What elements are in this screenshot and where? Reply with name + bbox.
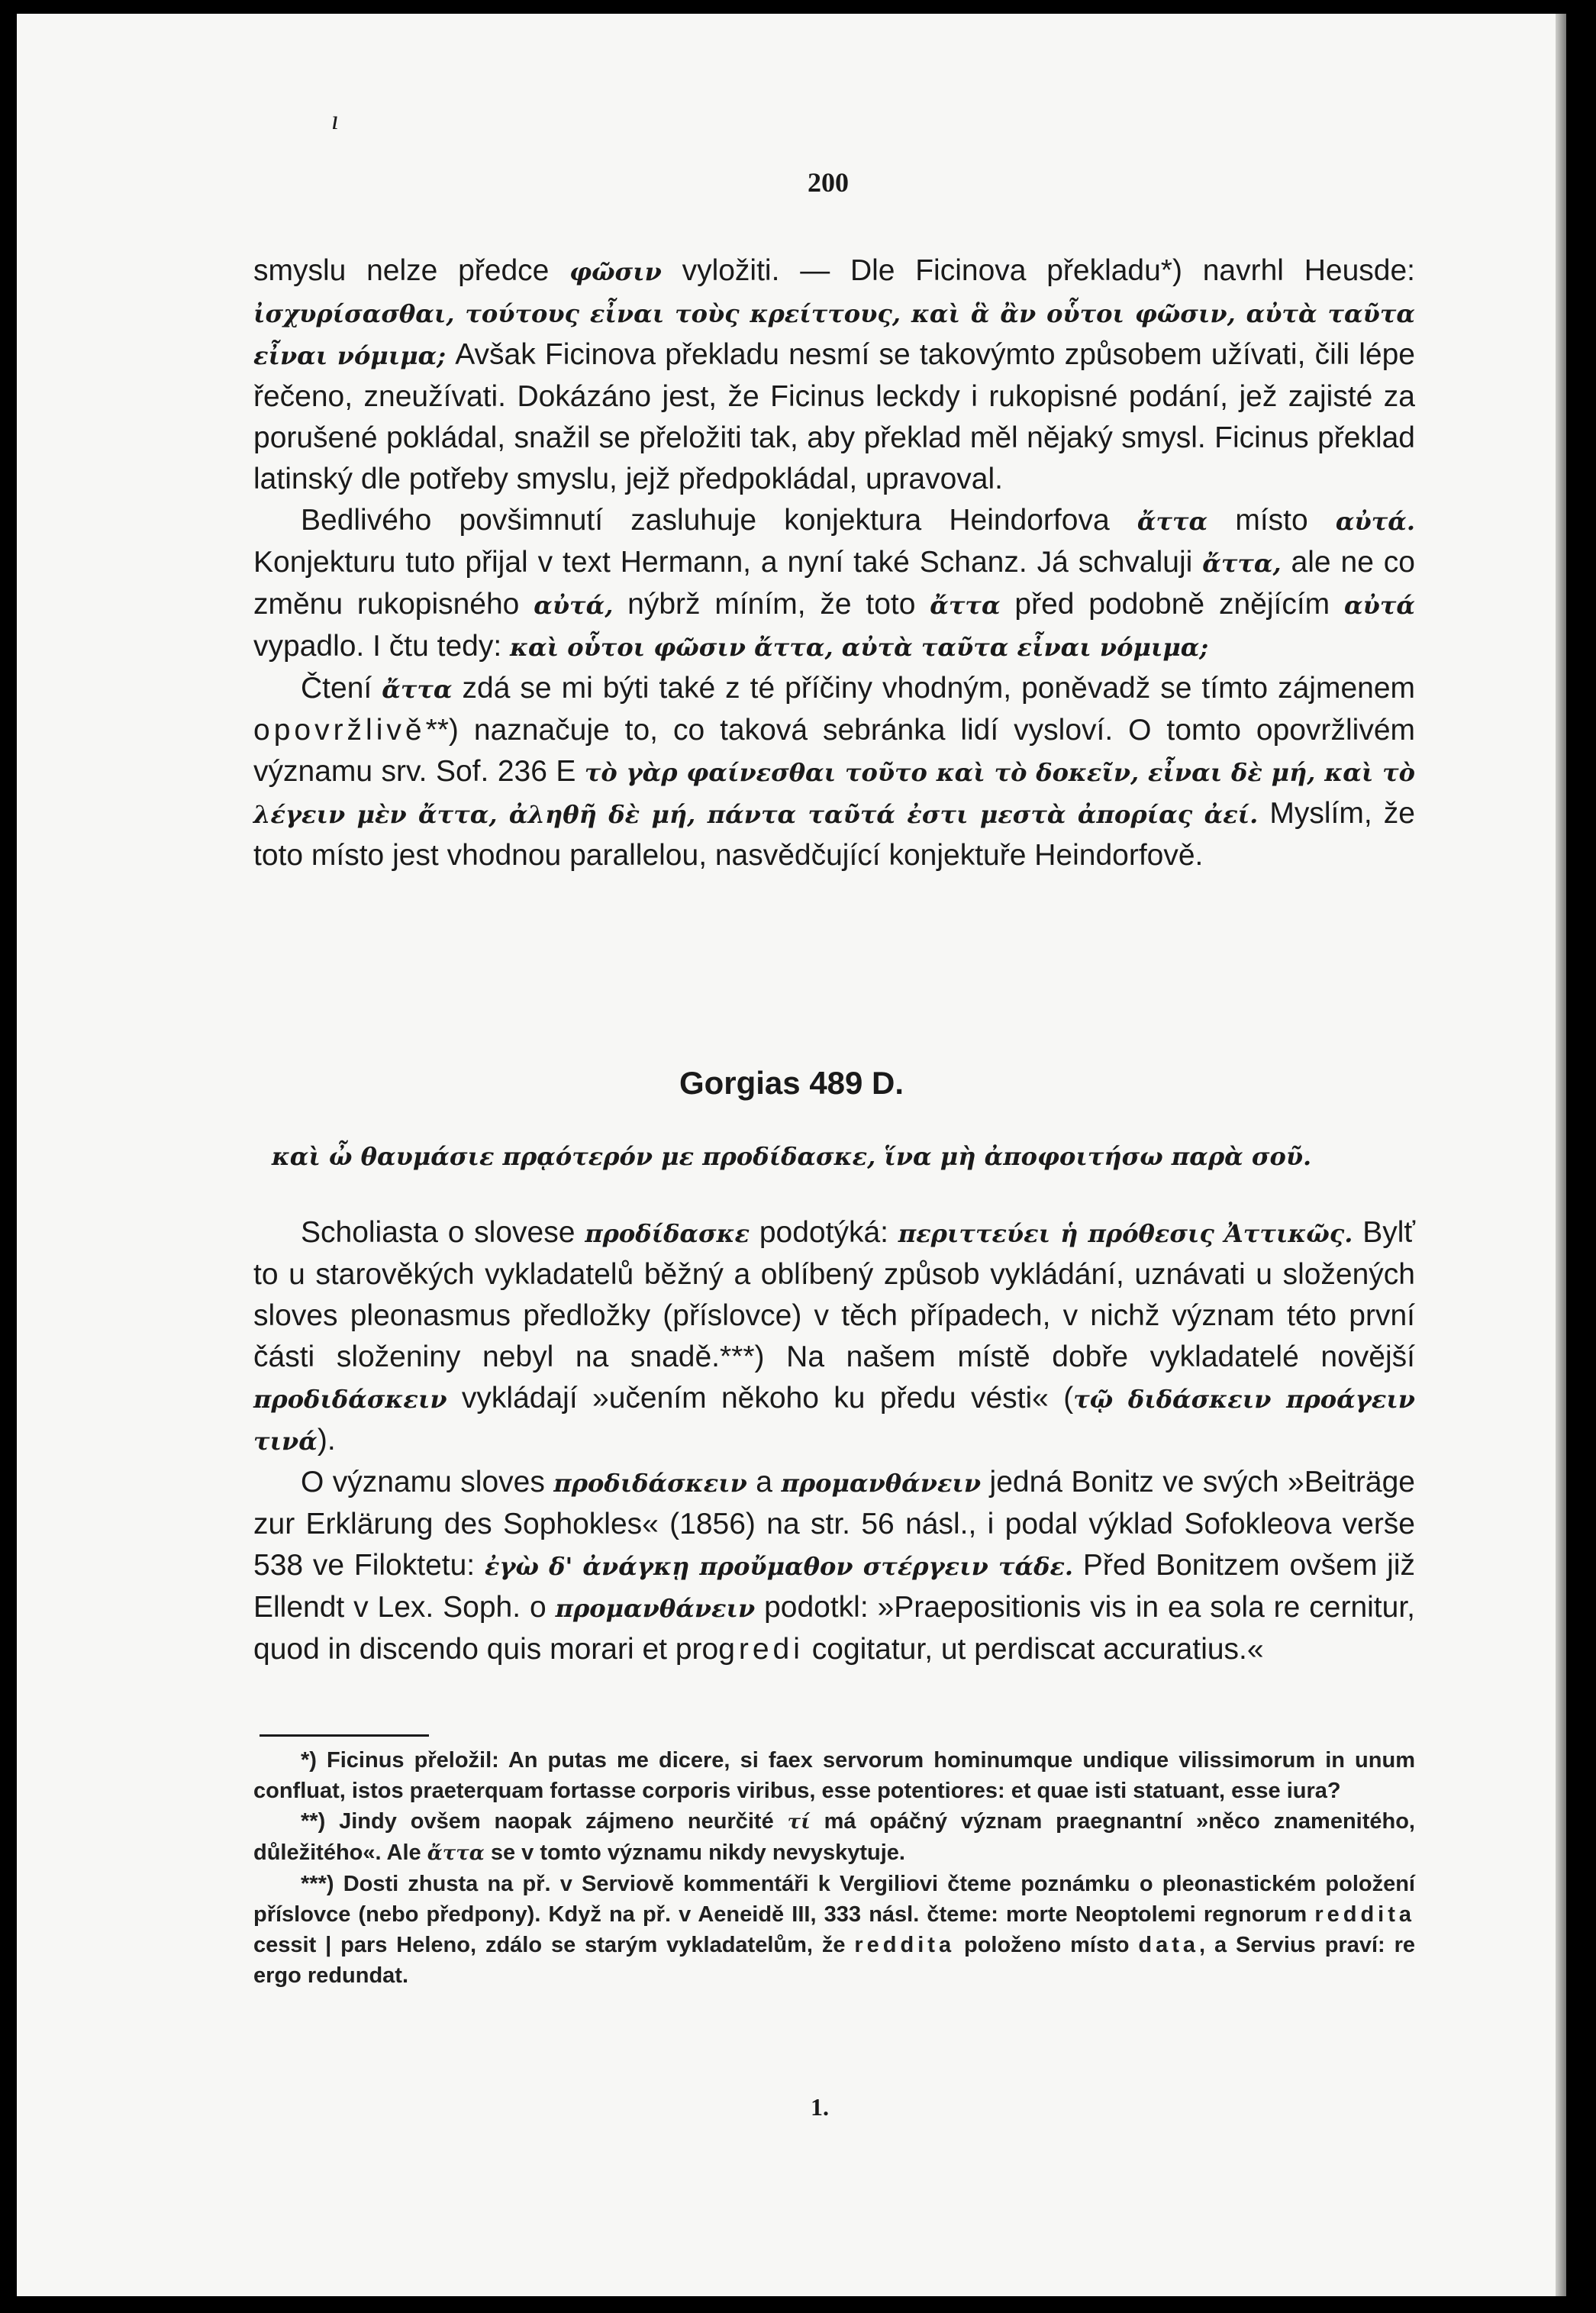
greek-quotation: καὶ ὦ θαυμάσιε πρᾳότερόν με προδίδασκε, ἵνα μὴ ἀποφοιτήσω παρὰ σοῦ. (271, 1142, 1312, 1171)
footnote-divider (260, 1734, 429, 1737)
paragraph: Scholiasta o slovese προδίδασκε podotýká: περιττεύει ἡ πρόθεσις Ἀττικῶς. Bylť to u starověkých vykladatelů běžný a oblíbený způsob vykládání, uznávati u složených sloves pleonasmus předložky (příslovce) v těch případech, v nichž význam této první části složeniny nebyl na snadě.***) Na našem místě dobře vykladatelé novější προδιδάσκειν vykládají »učením někoho ku předu vésti« (τῷ διδάσκειν προάγειν τινά). (253, 1216, 1416, 1457)
main-text-upper (253, 250, 1415, 876)
paragraph: smyslu nelze předce φῶσιν vyložiti. — Dle Ficinova překladu*) navrhl Heusde: ἰσχυρίσασθαι, τούτους εἶναι τοὺς κρείττους, καὶ ἃ ἂν οὗτοι φῶσιν, αὐτὰ ταῦτα εἶναι νόμιμα; Avšak Ficinova překladu nesmí se takovýmto způsobem užívati, čili lépe řečeno, zneužívati. Dokázáno jest, že Ficinus leckdy i rukopisné podání, jež zajisté za porušené pokládal, snažil se přeložiti tak, aby překlad měl nějaký smysl. Ficinus překlad latinský dle potřeby smyslu, jejž předpokládal, upravoval. (253, 254, 1415, 495)
footnotes (253, 1745, 1415, 1991)
paragraph: Bedlivého povšimnutí zasluhuje konjektura Heindorfova ἄττα místo αὐτά. Konjekturu tuto přijal v text Hermann, a nyní také Schanz. Já schvaluji ἄττα, ale ne co změnu rukopisného αὐτά, nýbrž míním, že toto ἄττα před podobně znějícím αὐτά vypadlo. I čtu tedy: καὶ οὗτοι φῶσιν ἄττα, αὐτὰ ταῦτα εἶναι νόμιμα; (253, 504, 1415, 663)
main-text-lower (253, 1212, 1415, 1670)
footnote: **) Jindy ovšem naopak zájmeno neurčité τί má opáčný význam praegnantní »něco znamenitého, důležitého«. Ale ἄττα se v tomto významu nikdy nevyskytuje. (253, 1809, 1415, 1865)
book-page (17, 14, 1566, 2296)
paragraph: Čtení ἄττα zdá se mi býti také z té příčiny vhodným, poněvadž se tímto zájmenem opovržlivě**) naznačuje to, co taková sebránka lidí vysloví. O tomto opovržlivém významu srv. Sof. 236 E τὸ γὰρ φαίνεσθαι τοῦτο καὶ τὸ δοκεῖν, εἶναι δὲ μή, καὶ τὸ λέγειν μὲν ἄττα, ἀληθῆ δὲ μή, πάντα ταῦτά ἐστι μεστὰ ἀπορίας ἀεί. Myslím, že toto místo jest vhodnou parallelou, nasvědčující konjektuře Heindorfově. (253, 672, 1416, 872)
footnote: *) Ficinus přeložil: An putas me dicere, si faex servorum hominumque undique vilissimorum in unum confluat, istos praeterquam fortasse corporis viribus, esse potentiores: et quae isti statuant, esse iura? (253, 1748, 1415, 1803)
section-heading: Gorgias 489 D. (679, 1065, 904, 1101)
margin-mark: ı (331, 105, 340, 135)
paragraph: O významu sloves προδιδάσκειν a προμανθάνειν jedná Bonitz ve svých »Beiträge zur Erklärung des Sophokles« (1856) na str. 56 násl., i podal výklad Sofokleova verše 538 ve Filoktetu: ἐγὼ δ' ἀνάγκῃ προὔμαθον στέργειν τάδε. Před Bonitzem ovšem již Ellendt v Lex. Soph. o προμανθάνειν podotkl: »Praepositionis vis in ea sola re cernitur, quod in discendo quis morari et progredi cogitatur, ut perdiscat accuratius.« (253, 1466, 1415, 1666)
page-number: 200 (808, 167, 849, 198)
printer-signature: 1. (811, 2093, 829, 2121)
footnote: ***) Dosti zhusta na př. v Serviově kommentáři k Vergiliovi čteme poznámku o pleonastickém položení příslovce (nebo předpony). Když na př. v Aeneidě III, 333 násl. čteme: morte Neoptolemi regnorum reddita cessit | pars Heleno, zdálo se starým vykladatelům, že reddita položeno místo data, a Servius praví: re ergo redundat. (253, 1872, 1415, 1988)
